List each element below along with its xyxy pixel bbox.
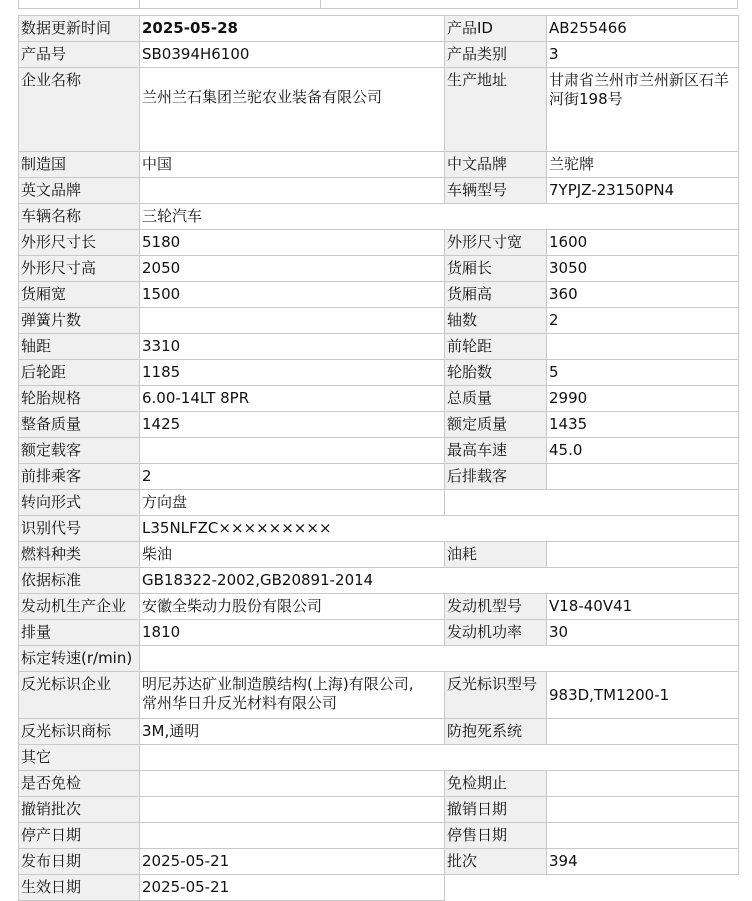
top-strip: [18, 0, 736, 9]
curb-mass-label: 整备质量: [19, 412, 140, 438]
displacement-value: 1810: [140, 620, 445, 646]
table-row: [19, 719, 739, 745]
table-row: [19, 464, 739, 490]
table-row: [19, 568, 739, 594]
width-value: 1600: [547, 230, 739, 256]
engine-power-value: 30: [547, 620, 739, 646]
table-row: [19, 516, 739, 542]
abs-value: [547, 719, 739, 745]
height-label: 外形尺寸高: [19, 256, 140, 282]
rear-passengers-label: 后排载客: [445, 464, 547, 490]
cargo-height-value: 360: [547, 282, 739, 308]
batch-value: 394: [547, 849, 739, 875]
top-strip-cell: [139, 0, 321, 9]
table-row: [19, 672, 739, 719]
axle-count-label: 轴数: [445, 308, 547, 334]
vehicle-name-label: 车辆名称: [19, 204, 140, 230]
table-row: [19, 152, 739, 178]
height-value: 2050: [140, 256, 445, 282]
fuel-type-label: 燃料种类: [19, 542, 140, 568]
cn-brand-value: 兰驼牌: [547, 152, 739, 178]
rated-passengers-value: [140, 438, 445, 464]
reflector-company-line: 明尼苏达矿业制造膜结构(上海)有限公司,: [142, 675, 414, 693]
table-row: [19, 68, 739, 152]
engine-model-value: V18-40V41: [547, 594, 739, 620]
reflector-model-value: 983D,TM1200-1: [547, 672, 739, 719]
table-row: [19, 849, 739, 875]
table-row: [19, 646, 739, 672]
front-track-label: 前轮距: [445, 334, 547, 360]
stop-sale-label: 停售日期: [445, 823, 547, 849]
width-label: 外形尺寸宽: [445, 230, 547, 256]
vehicle-model-value: 7YPJZ-23150PN4: [547, 178, 739, 204]
update-time-value: 2025-05-28: [140, 16, 445, 42]
fuel-type-value: 柴油: [140, 542, 445, 568]
product-category-label: 产品类别: [445, 42, 547, 68]
engine-maker-label: 发动机生产企业: [19, 594, 140, 620]
reflector-company-label: 反光标识企业: [19, 672, 140, 719]
rear-passengers-value: [547, 464, 739, 490]
table-row: [19, 771, 739, 797]
table-row: [19, 308, 739, 334]
rated-mass-label: 额定质量: [445, 412, 547, 438]
exempt-end-value: [547, 771, 739, 797]
cargo-length-label: 货厢长: [445, 256, 547, 282]
length-value: 5180: [140, 230, 445, 256]
exempt-value: [140, 771, 445, 797]
total-mass-value: 2990: [547, 386, 739, 412]
country-label: 制造国: [19, 152, 140, 178]
total-mass-label: 总质量: [445, 386, 547, 412]
standard-value: GB18322-2002,GB20891-2014: [140, 568, 739, 594]
table-row: [19, 204, 739, 230]
cargo-length-value: 3050: [547, 256, 739, 282]
rated-passengers-label: 额定载客: [19, 438, 140, 464]
table-row: [19, 594, 739, 620]
engine-maker-value: 安徽全柴动力股份有限公司: [140, 594, 445, 620]
effective-date-label: 生效日期: [19, 875, 140, 901]
fuel-consumption-label: 油耗: [445, 542, 547, 568]
abs-label: 防抱死系统: [445, 719, 547, 745]
tire-spec-label: 轮胎规格: [19, 386, 140, 412]
reflector-model-label: 反光标识型号: [445, 672, 547, 719]
reflector-brand-value: 3M,通明: [140, 719, 445, 745]
steering-value: 方向盘: [140, 490, 445, 516]
company-name-label: 企业名称: [19, 68, 140, 152]
product-id-label: 产品ID: [445, 16, 547, 42]
vehicle-model-label: 车辆型号: [445, 178, 547, 204]
table-row: [19, 360, 739, 386]
reflector-company-value: [140, 672, 445, 719]
product-no-value: SB0394H6100: [140, 42, 445, 68]
publish-date-value: 2025-05-21: [140, 849, 445, 875]
spring-count-value: [140, 308, 445, 334]
table-row: [19, 823, 739, 849]
wheelbase-value: 3310: [140, 334, 445, 360]
rated-mass-value: 1435: [547, 412, 739, 438]
batch-label: 批次: [445, 849, 547, 875]
cargo-width-label: 货厢宽: [19, 282, 140, 308]
rear-track-value: 1185: [140, 360, 445, 386]
production-address-value: 甘肃省兰州市兰州新区石羊河街198号: [547, 68, 739, 152]
front-passengers-label: 前排乘客: [19, 464, 140, 490]
table-row: [19, 386, 739, 412]
table-row: [19, 745, 739, 771]
effective-date-value: 2025-05-21: [140, 875, 445, 901]
rear-track-label: 后轮距: [19, 360, 140, 386]
cn-brand-label: 中文品牌: [445, 152, 547, 178]
table-row: [19, 42, 739, 68]
vin-label: 识别代号: [19, 516, 140, 542]
vehicle-name-value: 三轮汽车: [140, 204, 739, 230]
tire-count-value: 5: [547, 360, 739, 386]
revoke-batch-value: [140, 797, 445, 823]
country-value: 中国: [140, 152, 445, 178]
company-name-value: 兰州兰石集团兰驼农业装备有限公司: [140, 68, 445, 152]
stop-sale-value: [547, 823, 739, 849]
front-track-value: [547, 334, 739, 360]
product-id-value: AB255466: [547, 16, 739, 42]
wheelbase-label: 轴距: [19, 334, 140, 360]
publish-date-label: 发布日期: [19, 849, 140, 875]
table-row: [19, 230, 739, 256]
front-passengers-value: 2: [140, 464, 445, 490]
en-brand-value: [140, 178, 445, 204]
cargo-width-value: 1500: [140, 282, 445, 308]
standard-label: 依据标准: [19, 568, 140, 594]
spring-count-label: 弹簧片数: [19, 308, 140, 334]
exempt-label: 是否免检: [19, 771, 140, 797]
table-row: [19, 438, 739, 464]
reflector-brand-label: 反光标识商标: [19, 719, 140, 745]
revoke-date-label: 撤销日期: [445, 797, 547, 823]
revoke-batch-label: 撤销批次: [19, 797, 140, 823]
revoke-date-value: [547, 797, 739, 823]
engine-power-label: 发动机功率: [445, 620, 547, 646]
table-row: [19, 542, 739, 568]
table-row: [19, 16, 739, 42]
cargo-height-label: 货厢高: [445, 282, 547, 308]
product-no-label: 产品号: [19, 42, 140, 68]
table-row: [19, 282, 739, 308]
fuel-consumption-value: [547, 542, 739, 568]
table-row: [19, 178, 739, 204]
top-strip-cell: [18, 0, 140, 9]
table-row: [19, 334, 739, 360]
table-row: [19, 797, 739, 823]
axle-count-value: 2: [547, 308, 739, 334]
table-row: [19, 256, 739, 282]
steering-blank: [445, 490, 739, 516]
stop-production-value: [140, 823, 445, 849]
top-strip-cell: [320, 0, 738, 9]
update-time-label: 数据更新时间: [19, 16, 140, 42]
vehicle-spec-table: [18, 15, 739, 901]
tire-spec-value: 6.00-14LT 8PR: [140, 386, 445, 412]
max-speed-value: 45.0: [547, 438, 739, 464]
displacement-label: 排量: [19, 620, 140, 646]
vin-value: L35NLFZC×××××××××: [140, 516, 739, 542]
table-row: [19, 620, 739, 646]
tire-count-label: 轮胎数: [445, 360, 547, 386]
other-value: [140, 745, 739, 771]
stop-production-label: 停产日期: [19, 823, 140, 849]
table-row: [19, 412, 739, 438]
product-category-value: 3: [547, 42, 739, 68]
length-label: 外形尺寸长: [19, 230, 140, 256]
table-row: [19, 875, 739, 901]
rated-speed-label: 标定转速(r/min): [19, 646, 140, 672]
table-row: [19, 490, 739, 516]
curb-mass-value: 1425: [140, 412, 445, 438]
production-address-label: 生产地址: [445, 68, 547, 152]
engine-model-label: 发动机型号: [445, 594, 547, 620]
other-label: 其它: [19, 745, 140, 771]
exempt-end-label: 免检期止: [445, 771, 547, 797]
rated-speed-value: [140, 646, 739, 672]
reflector-company-line: 常州华日升反光材料有限公司: [142, 694, 338, 712]
en-brand-label: 英文品牌: [19, 178, 140, 204]
steering-label: 转向形式: [19, 490, 140, 516]
max-speed-label: 最高车速: [445, 438, 547, 464]
